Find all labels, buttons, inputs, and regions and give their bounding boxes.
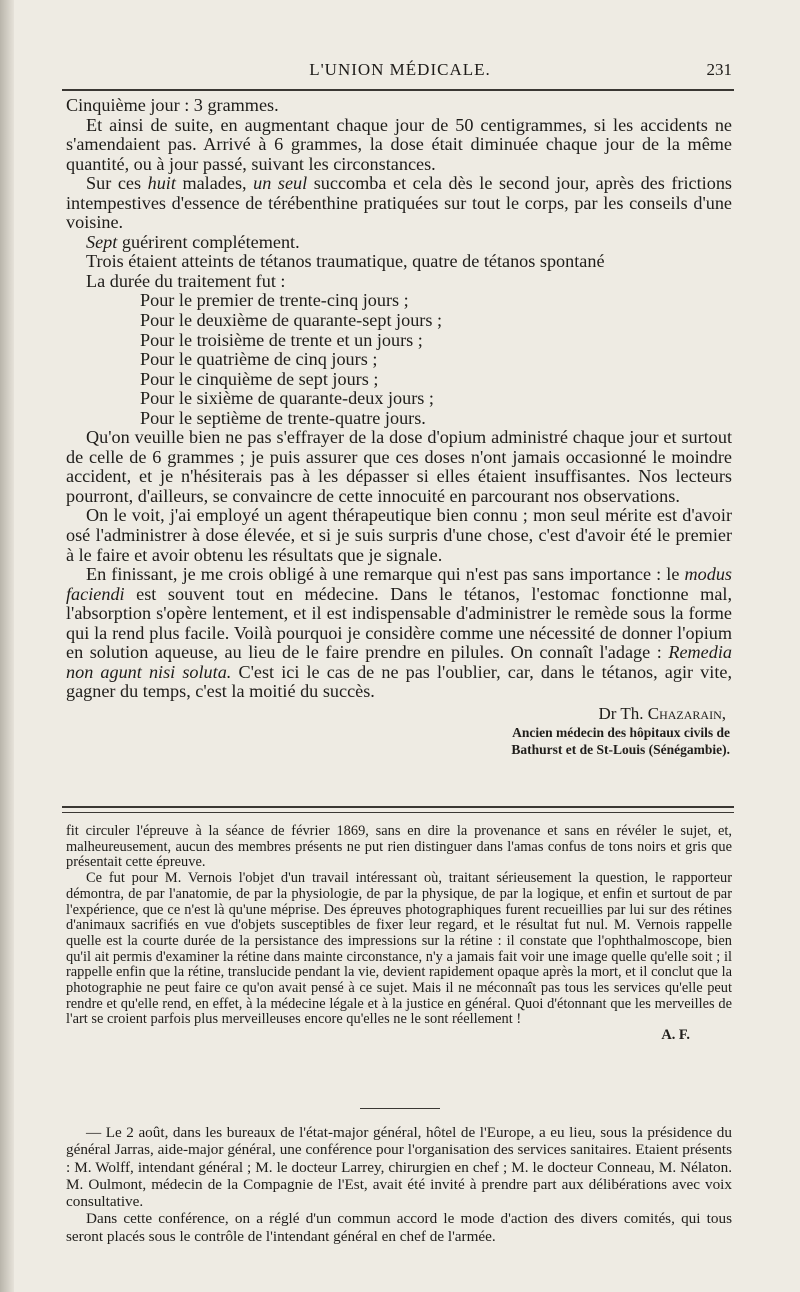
duration-item: Pour le quatrième de cinq jours ; [140,349,378,370]
article-body [66,96,732,758]
note-paragraph: fit circuler l'épreuve à la séance de février 1869, sans en dire la provenance et sans en révéler le sujet, et, malheureusement, aucun des membres présents ne put rien distinguer dans l'amas confus de tons noirs et gris que présentait cette épreuve. [66,823,732,871]
news-paragraph: Dans cette conférence, on a réglé d'un commun accord le mode d'action des divers comités, qui tous seront placés sous le contrôle de l'intendant général en chef de l'armée. [66,1210,732,1245]
news-paragraph: — Le 2 août, dans les bureaux de l'état-major général, hôtel de l'Europe, a eu lieu, sous la présidence du général Jarras, aide-major général, une conférence pour l'organisation des services sanitaires. Etaient présents : M. Wolff, intendant général ; M. le docteur Larrey, chirurgien en chef ; M. le docteur Conneau, M. Nélaton. M. Oulmont, médecin de la Compagnie de l'Est, avait été invité à prendre part aux délibérations avec voix consultative. [66,1124,732,1211]
paragraph-fifth-day: Cinquième jour : 3 grammes. [66,95,279,115]
paragraph-known-agent: On le voit, j'ai employé un agent thérapeutique bien connu ; mon seul mérite est d'avoir osé l'administrer à dose élevée, et si je suis surpris d'une chose, c'est d'avoir été le premier à le faire et avoir obtenu les résultats que je signale. [66,505,732,565]
duration-item: Pour le cinquième de sept jours ; [140,368,379,389]
news-item [66,1124,732,1245]
journal-title: L'UNION MÉDICALE. [309,60,491,79]
page-gutter-shadow [0,0,14,1292]
duration-item: Pour le troisième de trente et un jours ; [140,329,423,350]
page-number: 231 [706,60,732,79]
running-head [60,60,740,84]
duration-item: Pour le sixième de quarante-deux jours ; [140,388,434,409]
author-signature: Dr Th. Chazarain, [598,703,726,723]
author-role-line: Ancien médecin des hôpitaux civils de [512,724,730,740]
feuilleton-note [66,824,732,1044]
duration-item: Pour le septième de trente-quatre jours. [140,407,426,428]
paragraph-conclusion: En finissant, je me crois obligé à une remarque qui n'est pas sans importance : le modus faciendi est souvent tout en médecine. Dans le tétanos, l'estomac fonctionne mal, l'absorption s'opère lentement, et il est indispensable d'administrer le remède sous la forme qui la rend plus facile. Voilà pourquoi je considère comme une nécessité de donner l'opium en solution aqueuse, au lieu de le faire prendre en pilules. On connaît l'adage : Remedia non agunt nisi soluta. C'est ici le cas de ne pas l'oublier, car, dans le tétanos, agir vite, gagner du temps, c'est la moitié du succès. [66,564,733,702]
duration-list [66,291,732,428]
paragraph-duration-intro: La durée du traitement fut : [86,270,286,291]
paragraph-tetanus-types: Trois étaient atteints de tétanos traumatique, quatre de tétanos spontané [86,251,605,272]
duration-item: Pour le deuxième de quarante-sept jours ; [140,310,443,331]
note-paragraph: Ce fut pour M. Vernois l'objet d'un travail intéressant où, traitant sérieusement la question, le rapporteur démontra, de par l'anatomie, de par la physiologie, de par la physique, de par la logique, et enfin et surtout de par l'expérience, que ce n'est là qu'une méprise. Des épreuves photographiques furent recueillies par lui sur des rétines d'animaux sacrifiés en vue d'objets susceptibles de fixer leur regard, et le résultat fut nul. M. Vernois rappelle quelle est la courte durée de la persistance des impressions sur la rétine : il constate que l'ophthalmoscope, bien qu'il ait permis d'examiner la rétine dans mainte circonstance, n'y a jamais fait voir une image quelle qu'elle soit ; il rappelle enfin que la rétine, translucide pendant la vie, devient rapidement opaque après la mort, et il conclut que la photographie ne peut faire ce qu'on avait pensé à ce sujet. Mais il ne méconnaît pas tous les services qu'elle peut rendre et qu'elle rend, en effet, à la médecine légale et à la justice en général. Quoi d'étonnant que les merveilles de l'art se croient parfois plus merveilleuses encore qu'elles ne le sont réellement ! [66,870,732,1028]
section-rule-thin [62,812,734,813]
note-initials: A. F. [661,1027,690,1044]
section-rule [62,806,734,808]
paragraph-eight-patients: Sur ces huit malades, un seul succomba et cela dès le second jour, après des frictions intempestives d'essence de térébenthine pratiquées sur tout le corps, par les conseils d'une voisine. [66,173,732,233]
header-rule [62,89,734,91]
duration-item: Pour le premier de trente-cinq jours ; [140,290,409,311]
paragraph-dosage: Et ainsi de suite, en augmentant chaque jour de 50 centigrammes, si les accidents ne s'amendaient pas. Arrivé à 6 grammes, la dose était diminuée chaque jour de la même quantité, ou à jour passé, suivant les circonstances. [66,114,732,174]
paragraph-opium-dose: Qu'on veuille bien ne pas s'effrayer de la dose d'opium administré chaque jour et surtout de celle de 6 grammes ; je puis assurer que ces doses n'ont jamais occasionné le moindre accident, et je n'hésiterais pas à les dépasser si elles étaient insuffisantes. Nos lecteurs pourront, d'ailleurs, se convaincre de cette innocuité en parcourant nos observations. [66,427,732,506]
author-role-line: Bathurst et de St-Louis (Sénégambie). [511,741,730,757]
paragraph-seven-healed: Sept guérirent complétement. [86,231,300,252]
separator-rule [360,1108,440,1109]
